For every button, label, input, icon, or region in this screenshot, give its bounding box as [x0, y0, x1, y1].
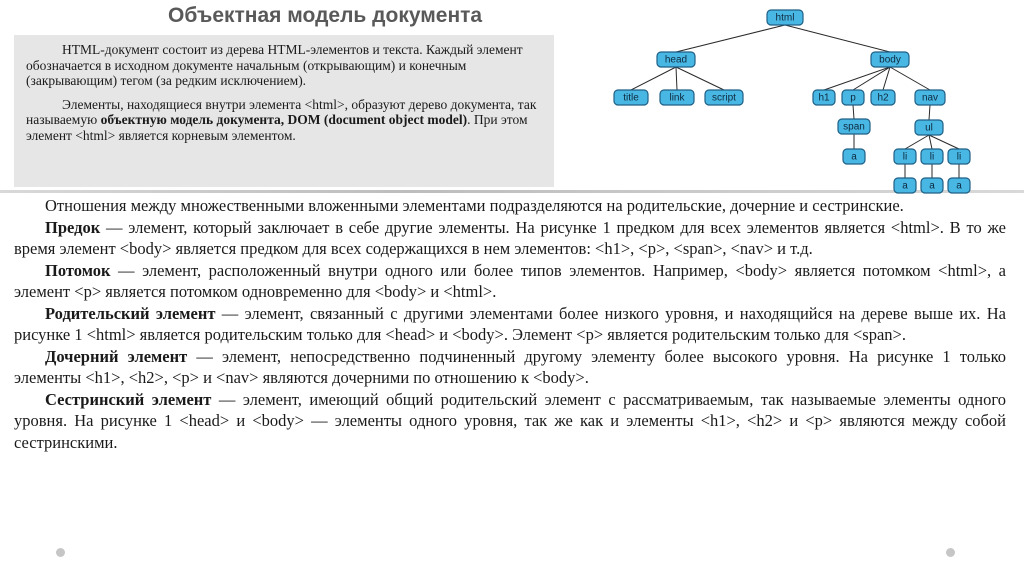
- tree-edge: [853, 105, 854, 119]
- tree-node-nav: [915, 90, 945, 105]
- paragraph-term: Потомок: [45, 260, 111, 280]
- tree-node-label: p: [850, 92, 856, 104]
- tree-edge: [631, 67, 676, 90]
- tree-node-label: li: [902, 151, 908, 163]
- tree-node-label: link: [669, 92, 685, 104]
- tree-node-label: head: [664, 54, 688, 66]
- intro-paragraph: Элементы, находящиеся внутри элемента <html>, образуют дерево документа, так называемую объектную модель документа, DOM (document object model). При этом элемент <html> является корневым элементом.: [26, 96, 537, 143]
- tree-node-body: [871, 52, 909, 67]
- body-paragraph: Отношения между множественными вложенными элементами подразделяются на родительские, дочерние и сестринские.: [45, 196, 904, 215]
- body-text: [14, 195, 1006, 453]
- tree-node-p: [842, 90, 864, 105]
- tree-node-label: body: [879, 54, 901, 66]
- tree-edge: [890, 67, 930, 90]
- tree-node-label: a: [851, 151, 857, 163]
- decorative-dot: [946, 548, 955, 557]
- tree-edge: [905, 135, 929, 149]
- tree-node-li1: [894, 149, 916, 164]
- tree-node-a2: [921, 178, 943, 193]
- tree-node-label: html: [775, 12, 795, 24]
- body-paragraph: Потомок — элемент, расположенный внутри одного или более типов элементов. Например, <body> является потомком <html>, а элемент <p> является потомком одновременно для <body> и <html>.: [14, 260, 1006, 301]
- tree-node-label: span: [843, 121, 865, 133]
- tree-node-label: ul: [925, 122, 933, 134]
- tree-edge: [929, 135, 959, 149]
- slide-title: Объектная модель документа: [168, 4, 483, 27]
- tree-node-title: [614, 90, 648, 105]
- tree-edge: [929, 135, 932, 149]
- tree-node-label: script: [712, 92, 736, 104]
- tree-node-label: a: [956, 180, 962, 192]
- intro-text: [26, 42, 550, 151]
- tree-node-li3: [948, 149, 970, 164]
- tree-node-span: [838, 119, 870, 134]
- tree-node-a1: [894, 178, 916, 193]
- dom-tree-diagram: [602, 6, 982, 196]
- tree-edge: [824, 67, 890, 90]
- tree-edge: [676, 25, 785, 52]
- tree-edge: [785, 25, 890, 52]
- dom-term: объектную модель документа, DOM (document object model): [100, 112, 468, 127]
- tree-node-li2: [921, 149, 943, 164]
- paragraph-term: Предок: [45, 217, 101, 237]
- decorative-dot: [56, 548, 65, 557]
- tree-node-label: h1: [818, 92, 830, 104]
- tree-node-label: a: [902, 180, 908, 192]
- tree-node-h2: [871, 90, 895, 105]
- paragraph-term: Сестринский элемент: [45, 389, 212, 409]
- tree-node-html: [767, 10, 803, 25]
- body-paragraph: Дочерний элемент — элемент, непосредственно подчиненный другому элементу более высокого уровня. На рисунке 1 только элементы <h1>, <h2>, <p> и <nav> являются дочерними по отношению к <body>.: [14, 346, 1007, 387]
- body-paragraph: Сестринский элемент — элемент, имеющий общий родительский элемент с рассматриваемым, так называемые элементы одного уровня. На рисунке 1 <head> и <body> — элементы одного уровня, так же как и элементы <h1>, <h2> и <p> являются между собой сестринскими.: [14, 389, 1006, 452]
- tree-node-label: title: [623, 92, 639, 104]
- tree-node-link: [660, 90, 694, 105]
- tree-edge: [676, 67, 677, 90]
- tree-node-a_span: [843, 149, 865, 164]
- body-paragraph: Родительский элемент — элемент, связанный с другими элементами более низкого уровня, и находящийся на дереве выше их. На рисунке 1 <html> является родительским только для <head> и <body>. Элемент <p> является родительским только для <span>.: [14, 303, 1006, 344]
- tree-node-label: h2: [877, 92, 889, 104]
- tree-node-script: [705, 90, 743, 105]
- body-paragraph: Предок — элемент, который заключает в себе другие элементы. На рисунке 1 предком для всех элементов является <html>. В то же время элемент <body> является предком для всех содержащихся в нем элементов: <h1>, <p>, <span>, <nav> и т.д.: [14, 217, 1006, 258]
- tree-node-a3: [948, 178, 970, 193]
- tree-edge: [676, 67, 724, 90]
- tree-node-ul: [915, 120, 943, 135]
- tree-node-label: li: [929, 151, 935, 163]
- tree-edge: [929, 105, 930, 120]
- tree-node-h1: [813, 90, 835, 105]
- intro-paragraph: HTML-документ состоит из дерева HTML-элементов и текста. Каждый элемент обозначается в исходном документе начальным (открывающим) и конечным (закрывающим) тегом (за редким исключением).: [26, 42, 523, 88]
- paragraph-term: Родительский элемент: [45, 303, 216, 323]
- tree-node-label: a: [929, 180, 935, 192]
- paragraph-term: Дочерний элемент: [45, 346, 188, 366]
- tree-node-label: li: [956, 151, 962, 163]
- tree-node-label: nav: [921, 92, 939, 104]
- tree-node-head: [657, 52, 695, 67]
